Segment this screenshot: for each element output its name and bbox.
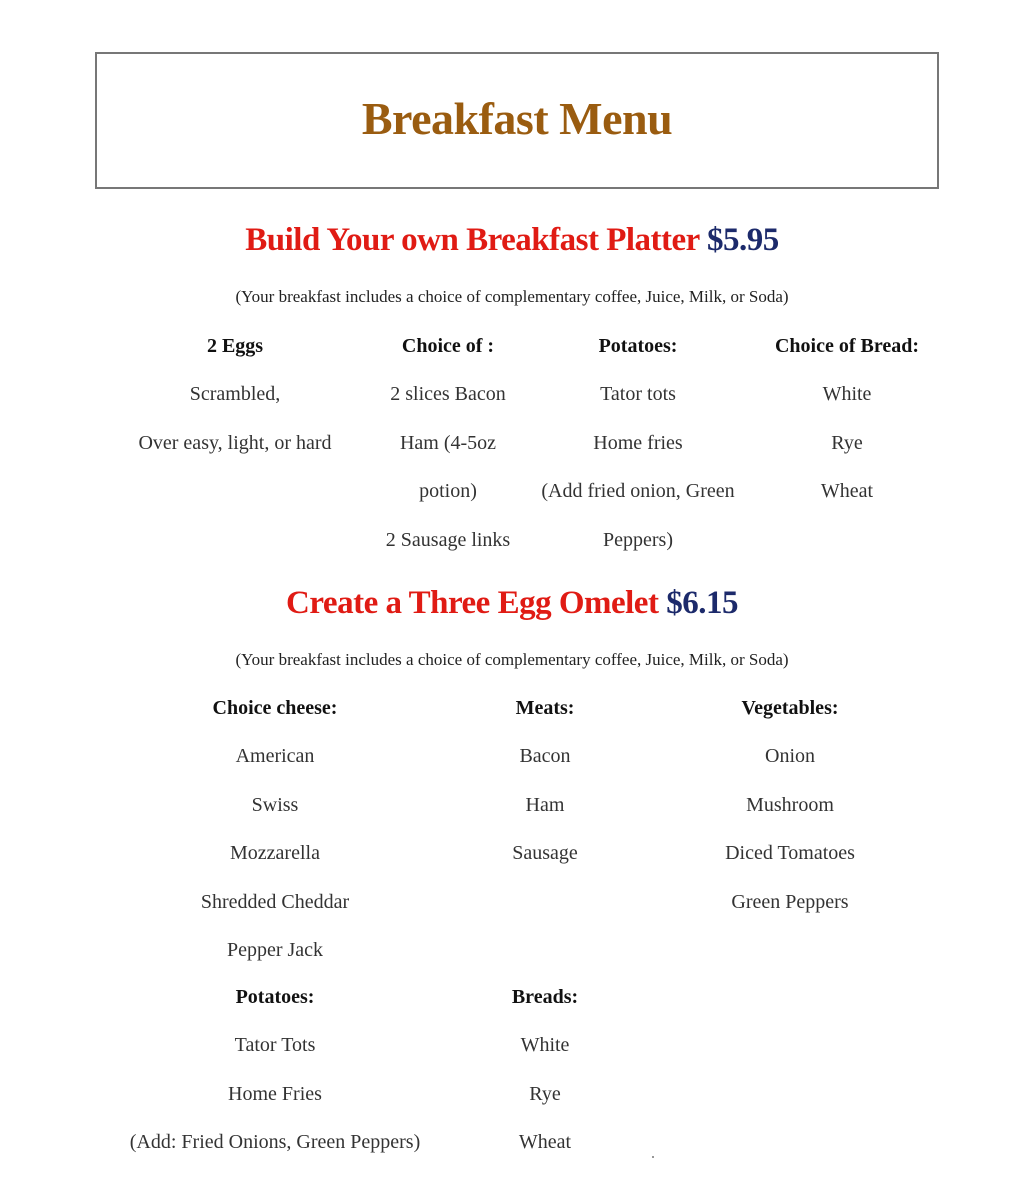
menu-item: Sausage (512, 842, 578, 864)
menu-item: potion) (419, 480, 477, 502)
menu-item: Ham (4-5oz (399, 431, 497, 454)
column-heading: Breads: (511, 986, 579, 1008)
menu-item: Mushroom (746, 793, 834, 816)
column-heading: Vegetables: (741, 697, 839, 719)
menu-item: 2 slices Bacon (390, 383, 506, 405)
omelet-heading (0, 585, 1024, 622)
menu-item: Tator Tots (234, 1034, 316, 1056)
platter-name: Build Your own Breakfast Platter (245, 222, 700, 258)
column-heading: Potatoes: (235, 986, 315, 1008)
platter-column-meat (358, 333, 538, 575)
omelet-column-vegetables (690, 695, 890, 937)
omelet-name: Create a Three Egg Omelet (286, 585, 659, 621)
menu-item: Home fries (593, 431, 683, 454)
menu-item: Pepper Jack (226, 939, 324, 961)
platter-column-potatoes (530, 333, 746, 575)
platter-note: (Your breakfast includes a choice of complementary coffee, Juice, Milk, or Soda) (235, 287, 789, 306)
menu-item: Shredded Cheddar (200, 890, 350, 913)
omelet-note: (Your breakfast includes a choice of complementary coffee, Juice, Milk, or Soda) (235, 650, 789, 669)
stray-dot (652, 1156, 654, 1158)
menu-item: Tator tots (600, 383, 676, 405)
omelet-column-cheese (120, 695, 430, 986)
column-heading: Choice of : (401, 335, 495, 357)
menu-title: Breakfast Menu (361, 93, 673, 144)
menu-item: Home Fries (228, 1082, 322, 1105)
menu-item: White (822, 383, 872, 405)
menu-item: Ham (525, 793, 565, 816)
platter-heading (0, 222, 1024, 259)
menu-item: Swiss (251, 793, 299, 816)
menu-item: Over easy, light, or hard (138, 431, 332, 454)
menu-item: Green Peppers (731, 890, 849, 913)
menu-item: Mozzarella (230, 842, 320, 864)
menu-item: American (235, 745, 315, 767)
menu-item: Rye (831, 431, 863, 454)
platter-column-eggs (120, 333, 350, 478)
menu-title-box (95, 52, 939, 189)
menu-item: 2 Sausage links (385, 528, 511, 551)
menu-item: Bacon (519, 745, 571, 767)
column-heading: Choice cheese: (212, 697, 338, 719)
platter-column-bread (762, 333, 932, 527)
menu-item: Scrambled, (189, 383, 281, 405)
omelet-column-potatoes (110, 984, 440, 1178)
omelet-column-meats (470, 695, 620, 889)
column-heading: Meats: (515, 697, 575, 719)
platter-price: $5.95 (706, 222, 779, 258)
menu-item: White (520, 1034, 570, 1056)
column-heading: 2 Eggs (206, 335, 264, 357)
menu-item: Wheat (820, 480, 874, 502)
omelet-price: $6.15 (666, 585, 738, 621)
menu-item: (Add: Fried Onions, Green Peppers) (129, 1131, 421, 1153)
menu-item: Onion (765, 745, 815, 767)
menu-item: Diced Tomatoes (725, 842, 855, 864)
menu-item: Rye (529, 1082, 561, 1105)
menu-item: (Add fried onion, Green (541, 480, 735, 502)
menu-item: Peppers) (603, 528, 673, 551)
omelet-column-breads (470, 984, 620, 1178)
column-heading: Potatoes: (598, 335, 678, 357)
column-heading: Choice of Bread: (774, 335, 920, 357)
menu-item: Wheat (518, 1131, 572, 1153)
